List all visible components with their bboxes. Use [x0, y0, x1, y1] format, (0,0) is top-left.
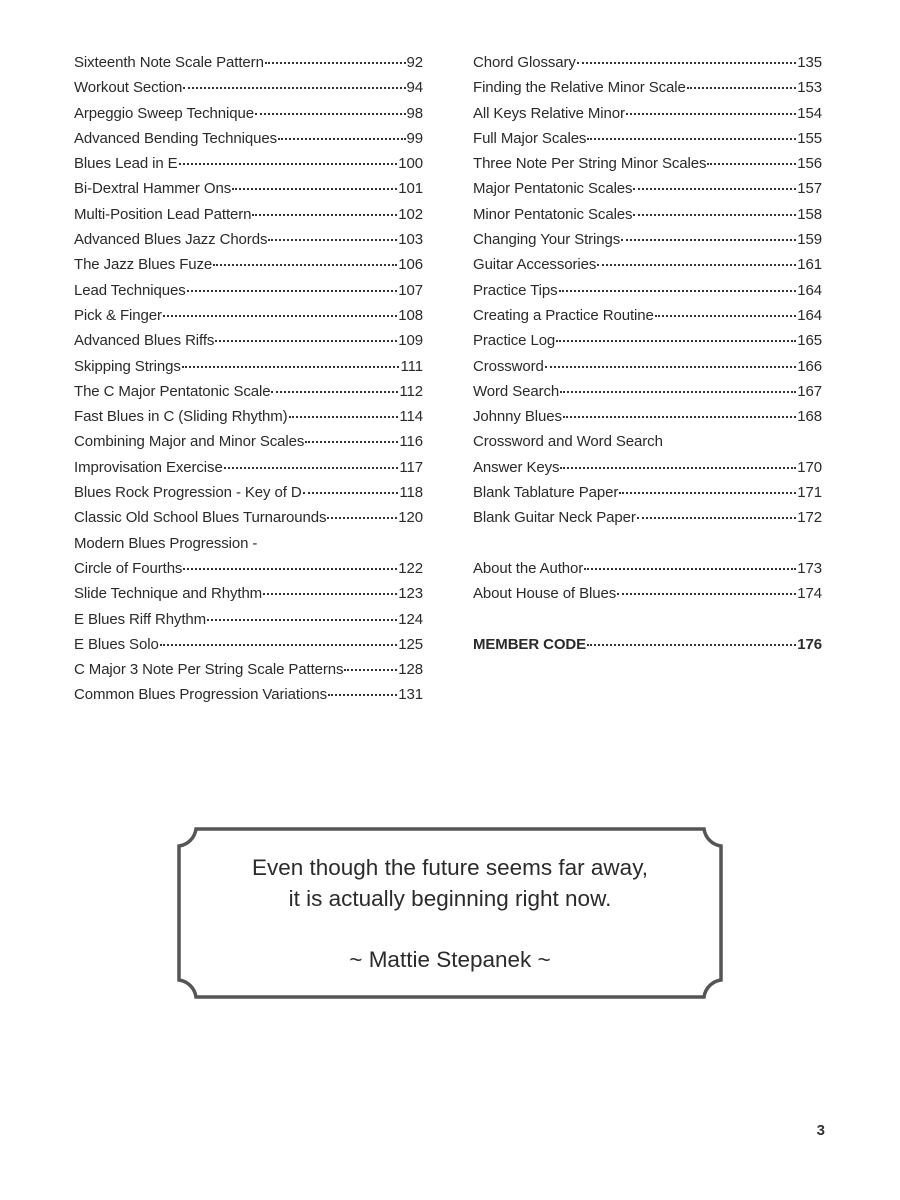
toc-entry-title: The Jazz Blues Fuze — [74, 256, 213, 274]
toc-entry-page: 92 — [406, 54, 423, 71]
toc-entry-page: 156 — [797, 155, 822, 173]
toc-entry-page: 171 — [797, 484, 822, 502]
toc-entry — [473, 202, 822, 227]
toc-dot-leader — [619, 480, 796, 494]
toc-dot-leader — [621, 227, 796, 241]
toc-dot-leader — [255, 101, 406, 115]
toc-entry — [473, 151, 822, 176]
toc-entry — [473, 354, 822, 379]
toc-entry-title: Crossword and Word Search — [473, 433, 663, 451]
toc-entry-title: The C Major Pentatonic Scale — [74, 382, 271, 400]
toc-entry — [74, 176, 423, 201]
toc-entry-page: 135 — [797, 54, 822, 71]
toc-dot-leader — [560, 455, 796, 469]
toc-entry-page: 176 — [797, 635, 822, 653]
toc-entry-page: 101 — [398, 180, 423, 198]
toc-dot-leader — [263, 581, 397, 595]
toc-entry-title: Johnny Blues — [473, 408, 562, 426]
toc-dot-leader — [305, 429, 398, 443]
toc-dot-leader — [577, 50, 796, 64]
toc-entry-page: 116 — [399, 433, 423, 451]
toc-entry-page: 158 — [797, 205, 822, 223]
toc-entry-title: Slide Technique and Rhythm — [74, 585, 263, 603]
toc-entry-page: 103 — [398, 231, 423, 249]
toc-spacer — [473, 531, 822, 556]
toc-entry — [74, 252, 423, 277]
toc-entry-title: Finding the Relative Minor Scale — [473, 79, 686, 97]
toc-entry — [473, 50, 822, 75]
toc-entry — [74, 227, 423, 252]
page-number: 3 — [816, 1122, 825, 1139]
toc-entry-title: Improvisation Exercise — [74, 458, 223, 476]
toc-entry — [74, 632, 423, 657]
toc-entry-title: Word Search — [473, 382, 560, 400]
toc-entry — [74, 556, 423, 581]
toc-entry-page: 120 — [398, 509, 423, 527]
toc-entry-page: 173 — [797, 559, 822, 577]
toc-entry-page: 154 — [797, 104, 822, 122]
toc-entry-page: 168 — [797, 408, 822, 426]
toc-entry-page: 159 — [797, 231, 822, 249]
toc-entry — [473, 328, 822, 353]
toc-entry-page: 112 — [399, 382, 423, 400]
toc-entry-title: Workout Section — [74, 79, 183, 97]
toc-entry — [473, 556, 822, 581]
toc-dot-leader — [687, 75, 797, 89]
toc-entry-title: About House of Blues — [473, 585, 617, 603]
toc-entry-title: Advanced Bending Techniques — [74, 129, 278, 147]
toc-entry-title: Advanced Blues Jazz Chords — [74, 231, 268, 249]
toc-entry — [74, 303, 423, 328]
toc-entry — [74, 379, 423, 404]
toc-entry-title: Skipping Strings — [74, 357, 181, 375]
toc-dot-leader — [556, 328, 796, 342]
toc-entry-title: Blues Lead in E — [74, 155, 178, 173]
toc-entry — [473, 505, 822, 530]
toc-entry-page: 124 — [398, 610, 423, 628]
toc-entry-title: Blues Rock Progression - Key of D — [74, 484, 302, 502]
quote-attribution: ~ Mattie Stepanek ~ — [349, 946, 551, 972]
toc-entry — [74, 354, 423, 379]
toc-entry — [74, 404, 423, 429]
toc-entry-page: 109 — [398, 332, 423, 350]
toc-entry — [74, 581, 423, 606]
toc-entry-title: Changing Your Strings — [473, 231, 621, 249]
toc-dot-leader — [271, 379, 398, 393]
toc-entry-title: Major Pentatonic Scales — [473, 180, 633, 198]
toc-entry-page: 107 — [398, 281, 423, 299]
toc-entry-title: Fast Blues in C (Sliding Rhythm) — [74, 408, 288, 426]
toc-entry-title: E Blues Riff Rhythm — [74, 610, 207, 628]
toc-entry — [74, 607, 423, 632]
toc-dot-leader — [563, 404, 796, 418]
toc-dot-leader — [187, 278, 398, 292]
toc-entry — [74, 429, 423, 454]
toc-entry-page: 122 — [398, 559, 423, 577]
toc-dot-leader — [633, 176, 796, 190]
toc-entry-title: Practice Log — [473, 332, 556, 350]
toc-dot-leader — [268, 227, 397, 241]
toc-dot-leader — [560, 379, 796, 393]
toc-entry — [473, 75, 822, 100]
toc-dot-leader — [160, 632, 398, 646]
toc-entry-title: Creating a Practice Routine — [473, 306, 654, 324]
toc-dot-leader — [587, 632, 796, 646]
toc-entry-page: 161 — [797, 256, 822, 274]
toc-dot-leader — [328, 682, 397, 696]
toc-dot-leader — [289, 404, 399, 418]
toc-dot-leader — [584, 556, 796, 570]
toc-entry-page: 157 — [797, 180, 822, 198]
toc-entry-title: Blank Tablature Paper — [473, 484, 619, 502]
toc-entry-page: 99 — [406, 129, 423, 147]
toc-entry — [74, 126, 423, 151]
toc-entry — [473, 429, 822, 454]
quote-line-2: it is actually beginning right now. — [288, 885, 612, 911]
toc-entry — [473, 379, 822, 404]
toc-entry-page: 94 — [406, 79, 423, 97]
toc-entry-title: Minor Pentatonic Scales — [473, 205, 633, 223]
toc-entry-title: Sixteenth Note Scale Pattern — [74, 54, 264, 71]
toc-entry — [473, 303, 822, 328]
toc-entry — [473, 404, 822, 429]
toc-entry — [74, 682, 423, 707]
toc-dot-leader — [215, 328, 397, 342]
toc-dot-leader — [265, 50, 406, 64]
toc-entry-title: Answer Keys — [473, 458, 560, 476]
toc-entry-title: Crossword — [473, 357, 544, 375]
toc-dot-leader — [232, 176, 397, 190]
toc-entry — [473, 278, 822, 303]
toc-entry-title: Lead Techniques — [74, 281, 186, 299]
toc-entry-title: Combining Major and Minor Scales — [74, 433, 305, 451]
toc-entry-title: Blank Guitar Neck Paper — [473, 509, 636, 527]
toc-dot-leader — [207, 607, 397, 621]
toc-entry-page: 102 — [398, 205, 423, 223]
toc-entry-page: 98 — [406, 104, 423, 122]
toc-entry-title: About the Author — [473, 559, 584, 577]
toc-entry-title: Full Major Scales — [473, 129, 587, 147]
toc-entry — [74, 278, 423, 303]
toc-dot-leader — [327, 505, 397, 519]
toc-entry — [74, 657, 423, 682]
toc-entry-title: C Major 3 Note Per String Scale Patterns — [74, 661, 344, 679]
toc-entry-page: 155 — [797, 129, 822, 147]
toc-entry-page: 170 — [797, 458, 822, 476]
toc-entry-title: Advanced Blues Riffs — [74, 332, 215, 350]
toc-dot-leader — [183, 75, 405, 89]
toc-dot-leader — [278, 126, 405, 140]
toc-entry-page: 164 — [797, 281, 822, 299]
toc-dot-leader — [617, 581, 796, 595]
toc-entry-page: 100 — [398, 155, 423, 173]
toc-entry-page: 167 — [797, 382, 822, 400]
toc-entry-title: Pick & Finger — [74, 306, 162, 324]
toc-entry — [473, 581, 822, 606]
toc-entry — [74, 151, 423, 176]
toc-entry-page: 111 — [400, 357, 423, 375]
toc-entry — [74, 455, 423, 480]
toc-entry-title: E Blues Solo — [74, 635, 159, 653]
toc-entry-page: 125 — [398, 635, 423, 653]
quote-line-1: Even though the future seems far away, — [251, 854, 649, 880]
toc-dot-leader — [163, 303, 397, 317]
toc-entry — [74, 75, 423, 100]
toc-right-column — [473, 50, 822, 657]
toc-dot-leader — [213, 252, 397, 266]
toc-entry — [473, 480, 822, 505]
toc-entry — [74, 50, 423, 75]
toc-entry — [473, 227, 822, 252]
toc-entry-title: Practice Tips — [473, 281, 558, 299]
toc-entry-page: 164 — [797, 306, 822, 324]
toc-entry-title: Chord Glossary — [473, 54, 576, 71]
toc-entry-page: 172 — [797, 509, 822, 527]
toc-entry-title: Bi-Dextral Hammer Ons — [74, 180, 232, 198]
toc-entry-page: 123 — [398, 585, 423, 603]
toc-dot-leader — [626, 101, 796, 115]
toc-entry — [473, 176, 822, 201]
toc-left-column — [74, 50, 423, 708]
quote-box — [176, 826, 724, 1000]
toc-entry — [74, 480, 423, 505]
toc-entry — [74, 202, 423, 227]
toc-entry-title: Classic Old School Blues Turnarounds — [74, 509, 327, 527]
toc-entry-page: 166 — [797, 357, 822, 375]
toc-entry — [473, 252, 822, 277]
toc-entry-title: Multi-Position Lead Pattern — [74, 205, 252, 223]
toc-dot-leader — [633, 202, 796, 216]
toc-entry-page: 117 — [399, 458, 423, 476]
toc-dot-leader — [559, 278, 797, 292]
toc-entry — [74, 505, 423, 530]
toc-entry-title: Three Note Per String Minor Scales — [473, 155, 707, 173]
toc-entry-title: Guitar Accessories — [473, 256, 597, 274]
toc-dot-leader — [224, 455, 399, 469]
toc-dot-leader — [545, 354, 796, 368]
toc-dot-leader — [587, 126, 796, 140]
toc-entry — [74, 101, 423, 126]
toc-spacer — [473, 607, 822, 632]
toc-entry-page: 131 — [398, 686, 423, 704]
toc-entry — [74, 531, 423, 556]
toc-dot-leader — [344, 657, 397, 671]
toc-entry-page: 106 — [398, 256, 423, 274]
toc-entry — [473, 101, 822, 126]
toc-entry-page: 128 — [398, 661, 423, 679]
toc-entry-page: 118 — [399, 484, 423, 502]
toc-entry — [473, 632, 822, 657]
toc-entry-page: 114 — [399, 408, 423, 426]
toc-dot-leader — [655, 303, 797, 317]
toc-entry-page: 153 — [797, 79, 822, 97]
toc-entry-title: Common Blues Progression Variations — [74, 686, 328, 704]
toc-dot-leader — [183, 556, 397, 570]
toc-entry-title: Modern Blues Progression - — [74, 534, 258, 552]
toc-entry — [74, 328, 423, 353]
toc-entry — [473, 126, 822, 151]
toc-entry-title: All Keys Relative Minor — [473, 104, 625, 122]
toc-entry-title: Arpeggio Sweep Technique — [74, 104, 254, 122]
toc-entry-page: 165 — [797, 332, 822, 350]
toc-entry-title: MEMBER CODE — [473, 635, 587, 653]
toc-dot-leader — [179, 151, 398, 165]
toc-dot-leader — [637, 505, 796, 519]
toc-dot-leader — [303, 480, 399, 494]
toc-entry-page: 174 — [797, 585, 822, 603]
toc-dot-leader — [182, 354, 400, 368]
toc-entry — [473, 455, 822, 480]
toc-dot-leader — [252, 202, 397, 216]
toc-entry-title: Circle of Fourths — [74, 559, 183, 577]
toc-dot-leader — [707, 151, 796, 165]
toc-entry-page: 108 — [398, 306, 423, 324]
toc-dot-leader — [597, 252, 796, 266]
